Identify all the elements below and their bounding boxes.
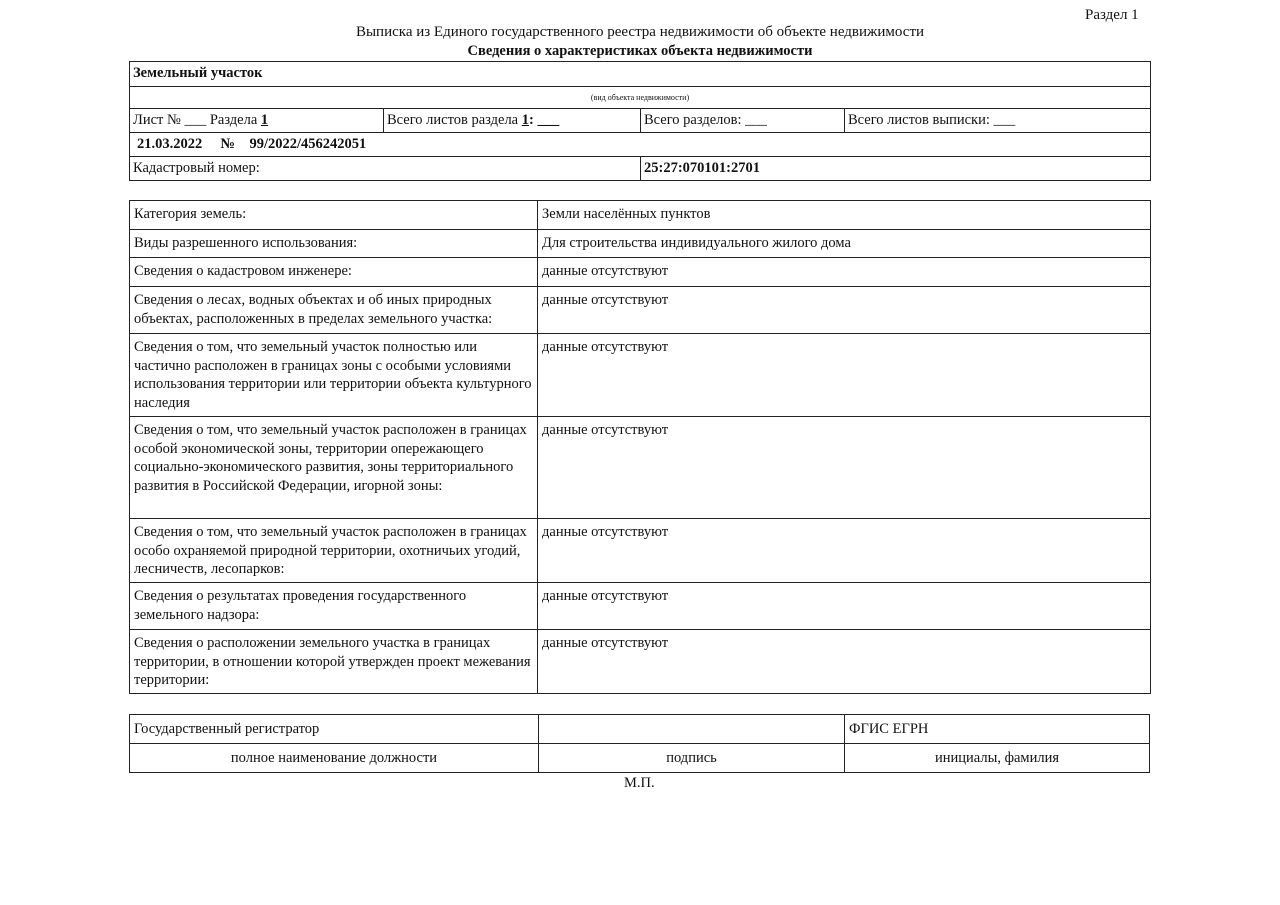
registrar-position: Государственный регистратор — [130, 715, 539, 744]
caption-initials: инициалы, фамилия — [845, 744, 1150, 773]
row-label: Сведения о кадастровом инженере: — [130, 258, 538, 287]
row-label: Сведения о расположении земельного участка в границах территории, в отношении которой утвержден проект межевания территории: — [130, 630, 538, 694]
row-value: данные отсутствуют — [538, 334, 1151, 417]
row-label: Сведения о том, что земельный участок полностью или частично расположен в границах зоны с особыми условиями использования территории или территории объекта культурного наследия — [130, 334, 538, 417]
registrar-initials: ФГИС ЕГРН — [845, 715, 1150, 744]
table-row — [130, 583, 1151, 630]
table-row — [130, 258, 1151, 287]
sheet-prefix: Лист № ___ Раздела — [133, 112, 258, 128]
row-label: Сведения о том, что земельный участок расположен в границах особо охраняемой природной территории, охотничьих угодий, лесничеств, лесопарков: — [130, 519, 538, 583]
characteristics-table — [129, 200, 1151, 694]
date-number-row — [130, 133, 1151, 157]
section-number: 1 — [260, 112, 269, 128]
total-sheets-suffix: : ___ — [529, 112, 560, 128]
row-value: данные отсутствуют — [538, 630, 1151, 694]
row-value: данные отсутствуют — [538, 287, 1151, 334]
table-row — [130, 230, 1151, 258]
cadastral-number: 25:27:070101:2701 — [641, 157, 1151, 181]
document-subtitle: Сведения о характеристиках объекта недвижимости — [467, 43, 813, 59]
object-header-table — [129, 61, 1151, 181]
row-label: Виды разрешенного использования: — [130, 230, 538, 258]
object-type-caption: (вид объекта недвижимости) — [130, 87, 1151, 109]
document-title: Выписка из Единого государственного реестра недвижимости об объекте недвижимости — [355, 24, 925, 40]
total-sections: Всего разделов: ___ — [641, 109, 845, 133]
row-value: Для строительства индивидуального жилого дома — [538, 230, 1151, 258]
row-label: Сведения о лесах, водных объектах и об иных природных объектах, расположенных в пределах земельного участка: — [130, 287, 538, 334]
row-label: Категория земель: — [130, 201, 538, 230]
row-value: данные отсутствуют — [538, 417, 1151, 519]
row-value: данные отсутствуют — [538, 258, 1151, 287]
total-extract-sheets: Всего листов выписки: ___ — [845, 109, 1151, 133]
total-sheets-cell — [384, 109, 641, 133]
table-row — [130, 417, 1151, 519]
section-label: Раздел 1 — [1085, 7, 1139, 23]
caption-signature: подпись — [539, 744, 845, 773]
caption-position: полное наименование должности — [130, 744, 539, 773]
row-value: данные отсутствуют — [538, 583, 1151, 630]
number-sign: № — [220, 136, 235, 152]
stamp-place-label: М.П. — [624, 775, 655, 791]
table-row — [130, 287, 1151, 334]
object-type: Земельный участок — [130, 62, 1151, 87]
table-row — [130, 334, 1151, 417]
signature-table — [129, 714, 1150, 773]
extract-number: 99/2022/456242051 — [249, 136, 367, 152]
signature-field — [539, 715, 845, 744]
row-value: данные отсутствуют — [538, 519, 1151, 583]
sheet-number-cell — [130, 109, 384, 133]
row-value: Земли населённых пунктов — [538, 201, 1151, 230]
row-label: Сведения о результатах проведения государственного земельного надзора: — [130, 583, 538, 630]
row-label: Сведения о том, что земельный участок расположен в границах особой экономической зоны, территории опережающего социально-экономического развития, зоны территориального развития в Российской Федерации, игорной зоны: — [130, 417, 538, 519]
total-sheets-prefix: Всего листов раздела — [387, 112, 519, 128]
cadastral-label: Кадастровый номер: — [130, 157, 641, 181]
table-row — [130, 630, 1151, 694]
table-row — [130, 519, 1151, 583]
extract-date: 21.03.2022 — [137, 136, 203, 152]
table-row — [130, 201, 1151, 230]
total-sheets-value: 1 — [521, 112, 529, 128]
